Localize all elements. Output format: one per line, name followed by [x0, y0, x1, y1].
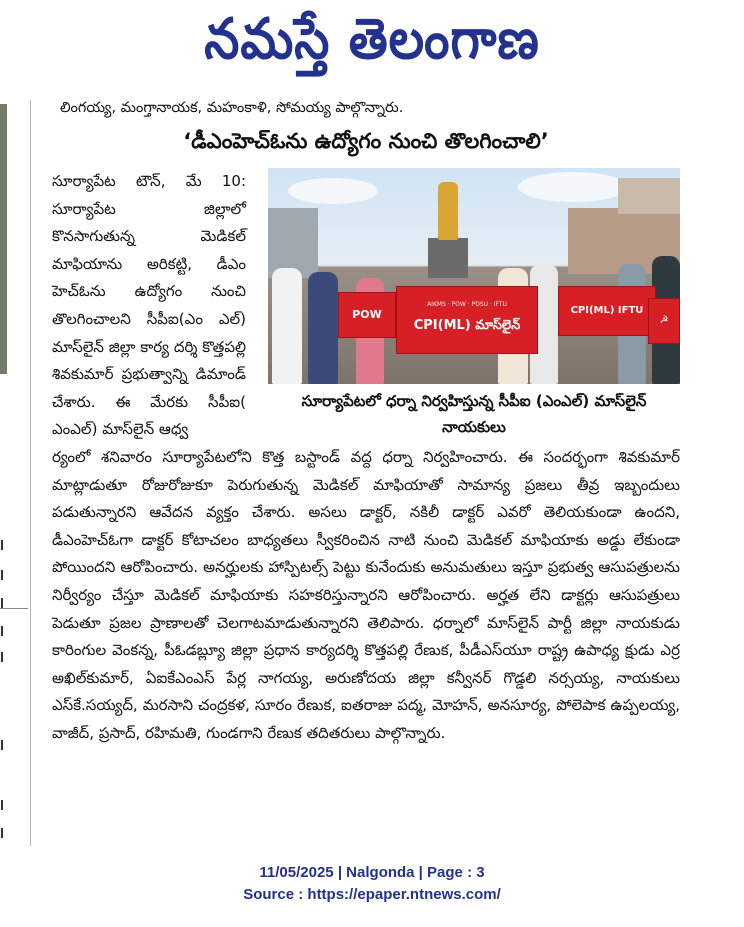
banner-small-text: AIKMS · POW · PDSU · IFTU [427, 300, 507, 308]
adjacent-text-fragment [1, 598, 7, 608]
protester [272, 268, 302, 384]
adjacent-text-fragment [1, 652, 7, 662]
cloud [288, 178, 378, 204]
footer-source: Source : https://epaper.ntnews.com/ [243, 886, 501, 903]
adjacent-column-strip [0, 100, 8, 840]
banner-cpi-ml [396, 286, 538, 354]
article-paragraph-2: ర్యంలో శనివారం సూర్యాపేటలోని కొత్త బస్టాండ్ వద్ద ధర్నా నిర్వహించారు. ఈ సందర్భంగా శివకుమార్ మాట్లాడుతూ రోజురోజుకూ పెరుగుతున్న మెడికల్ మాఫియాతో సామాన్య ప్రజలు తీవ్ర ఇబ్బందులు పడుతున్నారని ఆవేదన వ్యక్తం చేశారు. అసలు డాక్టర్, నకిలీ డాక్టర్ ఎవరో తెలియకుండా ఉందని, డీఎంహెచ్ఓగా డాక్టర్ కోటాచలం బాధ్యతలు స్వీకరించిన నాటి నుంచి మెడికల్ మాఫియాకు అడ్డు లేకుండా పోయిందని ఆరోపించారు. అనర్హులకు హాస్పిటల్స్ పెట్టు కునేందుకు అనుమతులు ఇస్తూ ప్రభుత్వ ఆసుపత్రులను నిర్వీర్యం చేస్తూ మెడికల్ మాఫియాకు సహకరిస్తున్నారని ఆరోపించారు. అర్హత లేని డాక్టర్లు ఆసుపత్రులు పెడుతూ ప్రజల ప్రాణాలతో చెలగాటమాడుతున్నారని తెలిపారు. ధర్నాలో మాస్‌లైన్ పార్టీ జిల్లా నాయకుడు కారింగుల వెంకన్న, పీఓడబ్ల్యూ జిల్లా ప్రధాన కార్యదర్శి కొత్తపల్లి రేణుక, పీడీఎస్‌యూ రాష్ట్ర ఉపాధ్య క్షుడు ఎర్ర అఖిల్‌కుమార్, ఏఐకేఎంఎస్ పేర్ల నాగయ్య, అరుణోదయ జిల్లా కన్వీనర్ గొడ్డలి నర్సయ్య, నాయకులు ఎస్‌కే.సయ్యద్, మరసాని చంద్రకళ, సూరం రేణుక, ఐతరాజు పద్మ, మోహన్, అనసూర్య, పోలెపాక ఉప్పలయ్య, వాజీద్, ప్రసాద్, రహిమతి, గుండగాని రేణుక తదితరులు పాల్గొన్నారు. [52, 447, 680, 742]
newspaper-logo: నమస్తే తెలంగాణ [204, 5, 540, 72]
adjacent-text-fragment [1, 540, 7, 550]
article-headline: ‘డీఎంహెచ్ఓను ఉద్యోగం నుంచి తొలగించాలి’ [183, 129, 549, 153]
cloud [518, 172, 628, 202]
protester [308, 272, 338, 384]
photo-block [268, 168, 680, 440]
article-body [52, 168, 680, 747]
footer-date-edition-page: 11/05/2025 | Nalgonda | Page : 3 [259, 864, 485, 881]
column-divider [30, 100, 31, 846]
article-narrow-column [52, 168, 246, 444]
adjacent-photo-edge [0, 104, 7, 374]
adjacent-text-fragment [1, 626, 7, 636]
adjacent-text-fragment [1, 740, 7, 750]
protest-photo [268, 168, 680, 384]
banner-flag: ☭ [648, 298, 680, 344]
previous-article-tail: లింగయ్య, మంగ్తానాయక, మహంకాళి, సోమయ్య పాల్గొన్నారు. [60, 100, 404, 116]
article-wide-column [52, 444, 680, 748]
banner-iftu: CPI(ML) IFTU [558, 286, 656, 336]
banner-pow: POW [338, 292, 396, 338]
masthead [0, 4, 744, 84]
adjacent-text-fragment [1, 570, 7, 580]
building [618, 178, 680, 214]
photo-caption: సూర్యాపేటలో ధర్నా నిర్వహిస్తున్న సీపీఐ (ఎంఎల్) మాస్‌లైన్ నాయకులు [301, 392, 647, 436]
news-article [52, 96, 680, 747]
banner-title: CPI(ML) మాస్‌లైన్ [413, 317, 521, 333]
statue [438, 182, 458, 240]
column-divider-short [0, 608, 28, 609]
article-paragraph-1: సూర్యాపేట టౌన్, మే 10: సూర్యాపేట జిల్లాలో కొనసాగుతున్న మెడికల్ మాఫియాను అరికట్టి, డీఎం హెచ్ఓను ఉద్యోగం నుంచి తొలగించాలని సీపీఐ(ఎం ఎల్) మాస్‌లైన్ జిల్లా కార్య దర్శి కొత్తపల్లి శివకుమార్ ప్రభుత్వాన్ని డిమాండ్ చేశారు. ఈ మేరకు సీపీఐ( ఎంఎల్) మాస్‌లైన్ ఆధ్వ [52, 172, 246, 439]
adjacent-text-fragment [1, 800, 7, 810]
adjacent-text-fragment [1, 828, 7, 838]
statue-pedestal [428, 238, 468, 278]
